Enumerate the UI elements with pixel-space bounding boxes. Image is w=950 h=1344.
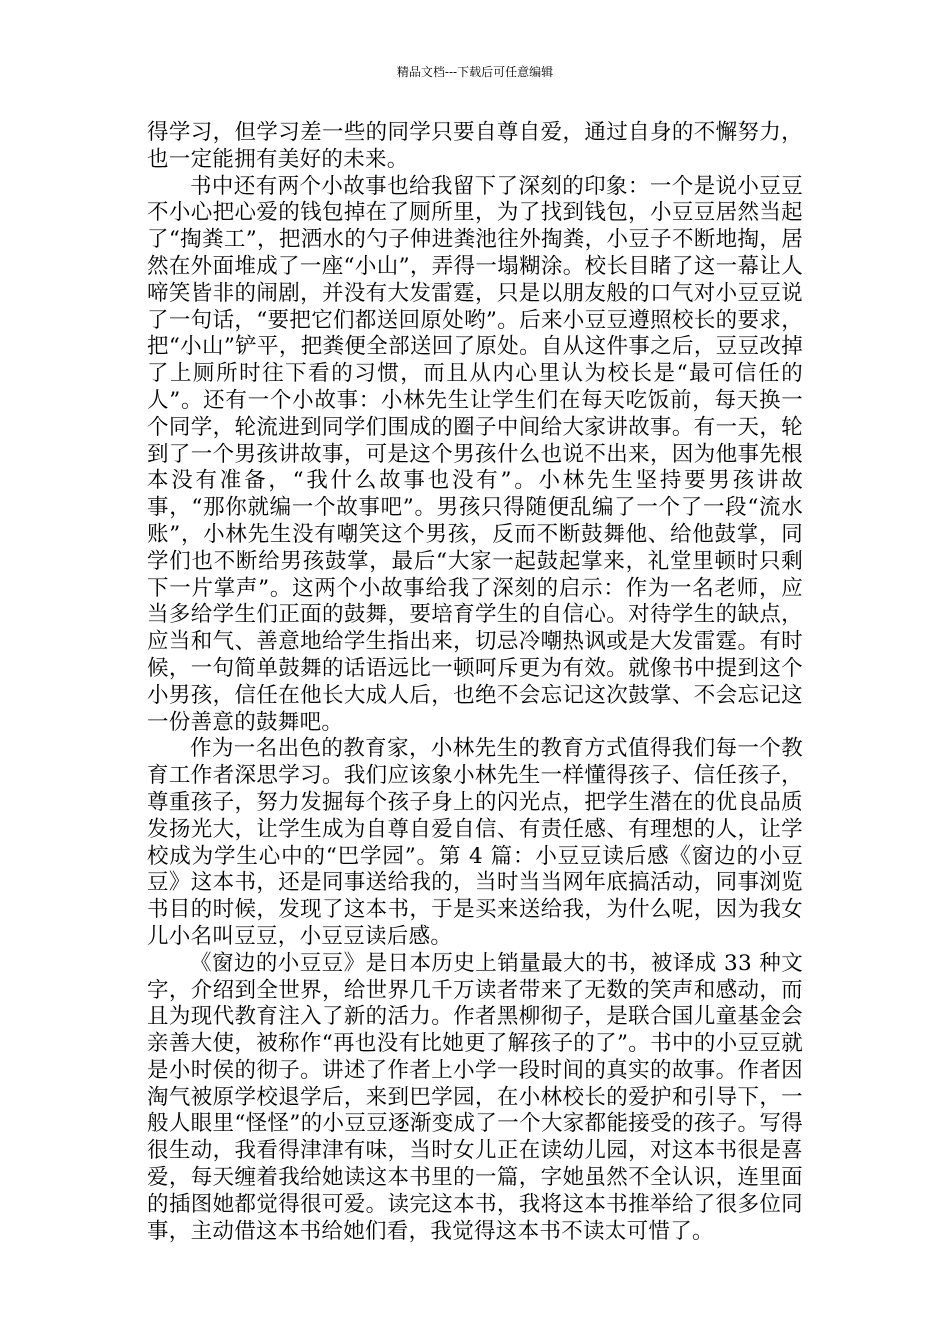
paragraph-3: 作为一名出色的教育家，小林先生的教育方式值得我们每一个教育工作者深思学习。我们应该象小林先生一样懂得孩子、信任孩子，尊重孩子，努力发掘每个孩子身上的闪光点，把学生潜在的优良品质发扬光大，让学生成为自尊自爱自信、有责任感、有理想的人，让学校成为学生心中的“巴学园”。第 4 篇：小豆豆读后感《窗边的小豆豆》这本书，还是同事送给我的，当时当当网年底搞活动，同事浏览书目的时候，发现了这本书，于是买来送给我，为什么呢，因为我女儿小名叫豆豆，小豆豆读后感。: [147, 736, 803, 949]
paragraph-2: 书中还有两个小故事也给我留下了深刻的印象：一个是说小豆豆不小心把心爱的钱包掉在了厕所里，为了找到钱包，小豆豆居然当起了“掏粪工”，把洒水的勺子伸进粪池往外掏粪，小豆子不断地掏，居然在外面堆成了一座“小山”，弄得一塌糊涂。校长目睹了这一幕让人啼笑皆非的闹剧，并没有大发雷霆，只是以朋友般的口气对小豆豆说了一句话，“要把它们都送回原处哟”。后来小豆豆遵照校长的要求，把“小山”铲平，把粪便全部送回了原处。自从这件事之后，豆豆改掉了上厕所时往下看的习惯，而且从内心里认为校长是“最可信任的人”。还有一个小故事：小林先生让学生们在每天吃饭前，每天换一个同学，轮流进到同学们围成的圈子中间给大家讲故事。有一天，轮到了一个男孩讲故事，可是这个男孩什么也说不出来，因为他事先根本没有准备，“我什么故事也没有”。小林先生坚持要男孩讲故事，“那你就编一个故事吧”。男孩只得随便乱编了一个了一段“流水账”，小林先生没有嘲笑这个男孩，反而不断鼓舞他、给他鼓掌，同学们也不断给男孩鼓掌，最后“大家一起鼓起掌来，礼堂里顿时只剩下一片掌声”。这两个小故事给我了深刻的启示：作为一名老师，应当多给学生们正面的鼓舞，要培育学生的自信心。对待学生的缺点，应当和气、善意地给学生指出来，切忌冷嘲热讽或是大发雷霆。有时候，一句简单鼓舞的话语远比一顿呵斥更为有效。就像书中提到这个小男孩，信任在他长大成人后，也绝不会忘记这次鼓掌、不会忘记这一份善意的鼓舞吧。: [147, 173, 803, 735]
paragraph-4: 《窗边的小豆豆》是日本历史上销量最大的书，被译成 33 种文字，介绍到全世界，给世界几千万读者带来了无数的笑声和感动，而且为现代教育注入了新的活力。作者黑柳彻子，是联合国儿童基金会亲善大使，被称作“再也没有比她更了解孩子的了”。书中的小豆豆就是小时侯的彻子。讲述了作者上小学一段时间的真实的故事。作者因淘气被原学校退学后，来到巴学园，在小林校长的爱护和引导下，一般人眼里“怪怪”的小豆豆逐渐变成了一个大家都能接受的孩子。写得很生动，我看得津津有味，当时女儿正在读幼儿园，对这本书很是喜爱，每天缠着我给她读这本书里的一篇，字她虽然不全认识，连里面的插图她都觉得很可爱。读完这本书，我将这本书推举给了很多位同事，主动借这本书给她们看，我觉得这本书不读太可惜了。: [147, 950, 803, 1244]
paragraph-1: 得学习，但学习差一些的同学只要自尊自爱，通过自身的不懈努力，也一定能拥有美好的未来。: [147, 120, 803, 172]
page-header: 精品文档---下载后可任意编辑: [396, 65, 554, 79]
document-body: [147, 120, 803, 1245]
